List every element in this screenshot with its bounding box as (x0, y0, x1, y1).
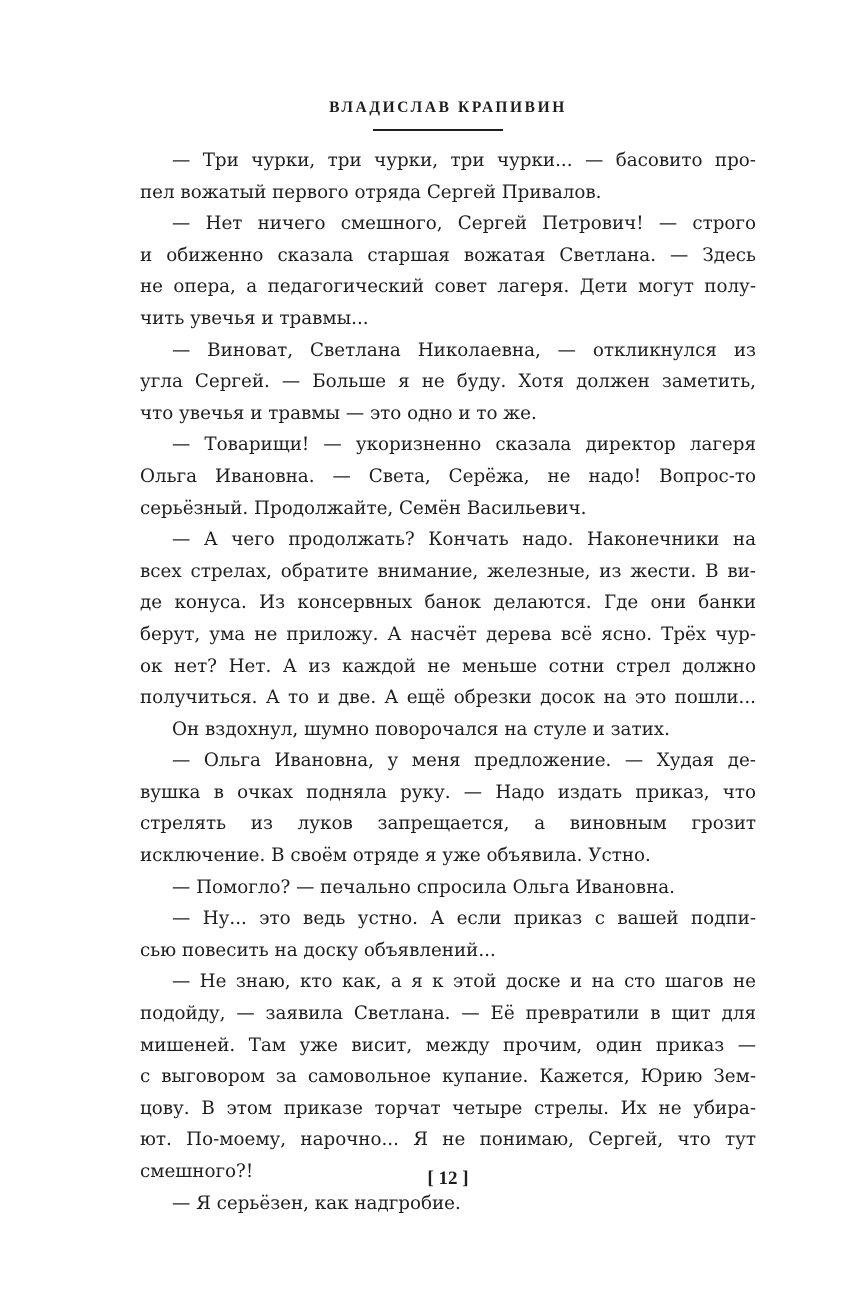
text-line: ют. По-моему, нарочно... Я не понимаю, Сергей, что тут (140, 1129, 756, 1151)
text-line: чить увечья и травмы... (140, 307, 369, 329)
text-line: всех стрелах, обратите внимание, железные, из жести. В ви- (140, 560, 756, 582)
text-line: — А чего продолжать? Кончать надо. Наконечники на (172, 529, 756, 551)
text-line: угла Сергей. — Больше я не буду. Хотя должен заметить, (140, 371, 756, 393)
text-line: исключение. В своём отряде я уже объявила. Устно. (140, 845, 651, 867)
text-line: пел вожатый первого отряда Сергей Привалов. (140, 181, 602, 203)
header-rule (373, 129, 503, 131)
text-line: берут, ума не приложу. А насчёт дерева всё ясно. Трёх чур- (140, 623, 756, 645)
text-line: с выговором за самовольное купание. Кажется, Юрию Зем- (140, 1066, 756, 1088)
text-line: — Ну... это ведь устно. А если приказ с вашей подпи- (172, 908, 756, 930)
text-line: де конуса. Из консервных банок делаются. Где они банки (140, 592, 756, 614)
text-line: — Товарищи! — укоризненно сказала директор лагеря (172, 434, 756, 456)
text-line: — Три чурки, три чурки, три чурки... — басовито про- (172, 150, 756, 171)
text-line: ок нет? Нет. А из каждой не меньше сотни стрел должно (140, 655, 756, 677)
running-header: ВЛАДИСЛАВ КРАПИВИН (329, 99, 567, 116)
text-line: — Помогло? — печально спросила Ольга Ивановна. (172, 876, 675, 898)
text-line: стрелять из луков запрещается, а виновным грозит (140, 813, 756, 835)
text-line: — Нет ничего смешного, Сергей Петрович! — строго (172, 213, 756, 235)
text-line: — Виноват, Светлана Николаевна, — откликнулся из (172, 339, 756, 361)
body-text (140, 145, 756, 1219)
text-line: — Я серьёзен, как надгробие. (172, 1192, 461, 1214)
text-line: что увечья и травмы — это одно и то же. (140, 402, 537, 424)
page-number: [ 12 ] (427, 1168, 469, 1189)
text-line: серьёзный. Продолжайте, Семён Васильевич. (140, 497, 587, 519)
text-line: сью повесить на доску объявлений... (140, 939, 496, 961)
text-line: мишеней. Там уже висит, между прочим, один приказ — (140, 1034, 756, 1056)
text-line: вушка в очках подняла руку. — Надо издать приказ, что (140, 781, 756, 803)
text-line: подойду, — заявила Светлана. — Её превратили в щит для (140, 1003, 756, 1025)
text-line: — Ольга Ивановна, у меня предложение. — Худая де- (172, 750, 756, 772)
text-line: смешного?! (140, 1161, 254, 1182)
text-line: не опера, а педагогический совет лагеря. Дети могут полу- (140, 276, 756, 298)
text-line: и обиженно сказала старшая вожатая Светлана. — Здесь (140, 244, 756, 266)
text-line: — Не знаю, кто как, а я к этой доске и на сто шагов не (172, 971, 756, 993)
text-line: Ольга Ивановна. — Света, Серёжа, не надо! Вопрос-то (140, 465, 756, 487)
text-line: цову. В этом приказе торчат четыре стрелы. Их не убира- (140, 1097, 756, 1119)
text-line: получиться. А то и две. А ещё обрезки досок на это пошли... (140, 687, 756, 709)
text-line: Он вздохнул, шумно поворочался на стуле и затих. (172, 718, 670, 740)
